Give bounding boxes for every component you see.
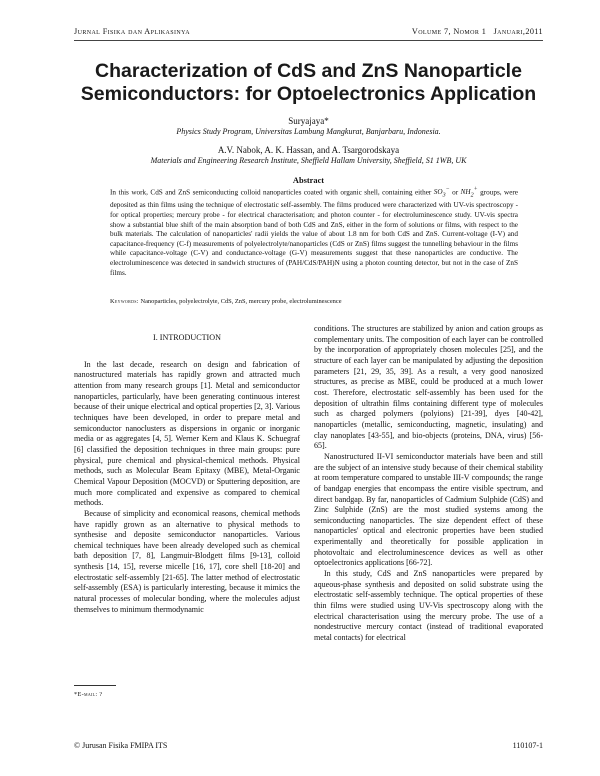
keywords — [110, 298, 518, 306]
paragraph: conditions. The structures are stabilized by anion and cation groups as complementary units. The composition of each layer can be controlled by the incorporation of appropriately chosen molecules [25], and the structure of each layer can be manipulated by adjusting the deposition parameters [21, 29, 35, 39]. As a result, a very good nanosized structures, as precise as MBE, could be produced at a much lower cost. Therefore, electrostatic self-assembly has been used for the deposition of ultrathin films containing different type of molecules such as charged polymers (polyions) [21-39], dyes [40-42], nanoparticles (metallic, semiconducting, magnetic, insulating) and clay nanoplates [43-55], and bio-objects (proteins, DNA, virus) [56-65]. — [314, 324, 543, 451]
paragraph: In this study, CdS and ZnS nanoparticles were prepared by aqueous-phase synthesis and deposited on solid substrate using the electrostatic self-assembly technique. The optical properties of these thin films were studied using UV-Vis spectroscopy along with the electrical characterisation using the mercury probe. The use of a nondestructive mercury contact (instead of traditional evaporated metal contacts) for electrical — [314, 569, 543, 643]
first-affiliation: Physics Study Program, Universitas Lambung Mangkurat, Banjarbaru, Indonesia. — [176, 127, 441, 136]
paragraph: In the last decade, research on design and fabrication of nanostructured materials has rapidly grown and attracted much attention from many research groups [1]. Metal and semiconductor nanoparticles, particularly, have been generating continuous interest because of their unique electrical and optical properties [2, 3]. Various techniques have been developed, in order to prepare metal and semiconductor nanoclusters as dispersions in organic or inorganic media or as aggregates [4, 5]. Werner Kern and Klaus K. Schuegraf [6] classified the deposition techniques in three main groups: pure physical, pure chemical and physical-chemical methods. Physical methods, such as Molecular Beam Epitaxy (MBE), Metal-Organic Chemical Vapour Deposition (MOCVD) or Sputtering deposition, are much more complicated and expensive as compared to chemical methods. — [74, 359, 300, 508]
abstract-part-1: In this work, CdS and ZnS semiconducting colloid nanoparticles coated with organic shell, containing either — [110, 188, 434, 197]
paragraph: Nanostructured II-VI semiconductor materials have been and still are the subject of an intensive study because of their chemical stability at room temperature compared to unstable III-V compounds; the range of bandgap energies that encompass the entire visible spectrum, and direct bandgap. By far, nanoparticles of Cadmium Sulphide (CdS) and Zinc Sulphide (ZnS) are the most studied systems among the semiconducting nanoparticles. The size dependent effect of these nanoparticles' optical and electronic properties have been studied experimentally and theoretically for possible application in photovoltaic and electroluminescence devices as well as other optoelectronics applications [66-72]. — [314, 451, 543, 568]
copyright: © Jurusan Fisika FMIPA ITS — [74, 741, 168, 750]
journal-name: Jurnal Fisika dan Aplikasinya — [74, 27, 190, 36]
header-rule — [74, 40, 543, 41]
footnote-email: *E-mail: ? — [74, 691, 103, 698]
chem-sulfonate: $SO_3^-$ — [433, 187, 450, 199]
first-author: Suryajaya* — [288, 116, 329, 126]
paragraph: Because of simplicity and economical reasons, chemical methods have rapidly grown as an alternative to physical methods to synthesise and deposite semiconductor nanoparticles. Various chemical techniques have been already developed such as chemical bath deposition [7, 8], Langmuir-Blodgett films [9-13], colloid synthesis [14, 15], reverse micelle [16, 17], core shell [18-20] and electrostatic self-assembly [21-65]. The latter method of electrostatic self-assembly (ESA) is particularly interesting, because it mimics the natural processes of molecular bonding, where the molecules adjust themselves to minimum thermodynamic — [74, 508, 300, 614]
keywords-text: Nanoparticles, polyelectrolyte, CdS, ZnS, mercury probe, electroluminescence — [140, 298, 342, 305]
footnote-rule — [74, 685, 116, 686]
second-affiliation: Materials and Engineering Research Institute, Sheffield Hallam University, Sheffield, S1 1WB, UK — [150, 156, 467, 165]
volume-number: Volume 7, Nomor 1 — [411, 27, 487, 36]
paper-title: Characterization of CdS and ZnS Nanoparticle Semiconductors: for Optoelectronics Application — [80, 60, 537, 105]
chem-amine: $NH_2^+$ — [460, 187, 478, 199]
abstract-heading: Abstract — [292, 176, 325, 185]
page-number: 110107-1 — [512, 741, 543, 750]
section-heading: I. INTRODUCTION — [153, 333, 221, 342]
right-column — [314, 324, 543, 644]
abstract-part-3: groups, were deposited as thin films using the technique of electrostatic self-assembly. The films produced were characterized with UV-vis spectroscopy - for optical properties; mercury probe - for electrical characterisation; and photon counter - for electroluminescence study. UV-vis spectra show a substantial blue shift of the main absorption band of both CdS and ZnS, either in the form of solutions or films, with respect to the bulk materials. The calculation of nanoparticles' radii yields the value of about 1.8 nm for both CdS and ZnS. Current-voltage (I-V) and capacitance-frequency (C-f) measurements of polyelectrolyte/nanoparticles (CdS or ZnS) films suggest the tunnelling behaviour in the films while capacitance-voltage (C-V) and conductance-voltage (G-V) measurements suggest that these nanoparticles are conductive. The electroluminescence was detected in sandwich structures of (PAH/CdS/PAH)N using a photon counting detector, but not in the case of ZnS films. — [110, 188, 518, 277]
issue-date: Januari,2011 — [493, 27, 543, 36]
abstract-text — [110, 186, 518, 278]
abstract-part-2: or — [449, 188, 461, 197]
volume-date — [412, 27, 543, 36]
left-column — [74, 333, 300, 615]
co-authors: A.V. Nabok, A. K. Hassan, and A. Tsargorodskaya — [217, 145, 400, 155]
keywords-label: Keywords: — [110, 298, 139, 305]
